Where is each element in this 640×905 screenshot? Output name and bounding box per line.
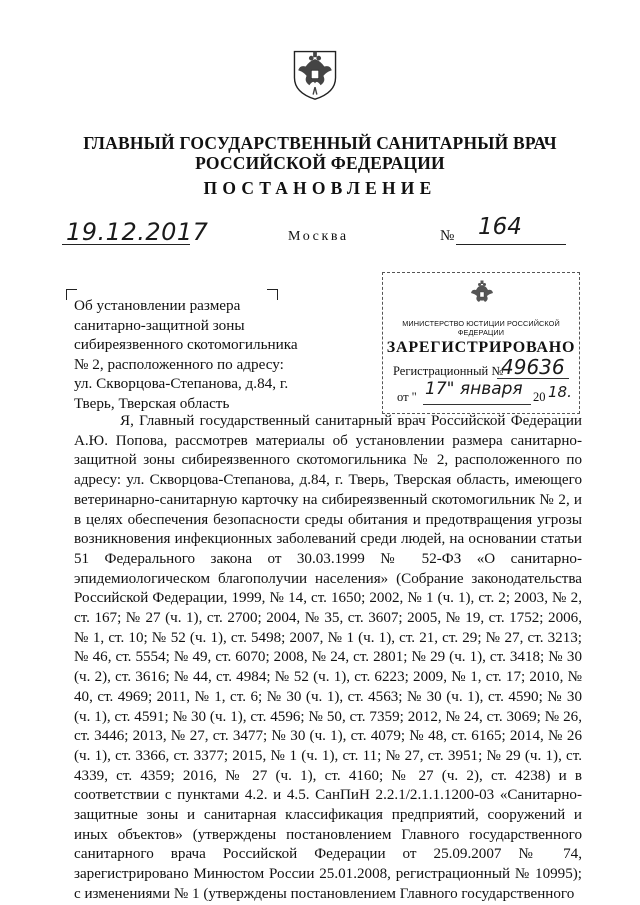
stamp-date-underline	[423, 404, 531, 405]
document-type-title: ПОСТАНОВЛЕНИЕ	[203, 178, 437, 198]
city-label: Москва	[288, 229, 349, 244]
stamp-year-handwritten: 18.	[548, 383, 572, 401]
stamp-ministry-label: МИНИСТЕРСТВО ЮСТИЦИИ РОССИЙСКОЙ ФЕДЕРАЦИИ	[402, 319, 560, 337]
registration-stamp	[382, 272, 580, 414]
number-underline	[456, 244, 566, 245]
stamp-date-handwritten: 17" января	[425, 379, 523, 399]
issuing-authority-line2: РОССИЙСКОЙ ФЕДЕРАЦИИ	[195, 153, 445, 173]
stamp-registered-label: ЗАРЕГИСТРИРОВАНО	[386, 339, 576, 356]
stamp-reg-number-label: Регистрационный №	[393, 364, 504, 378]
issuing-authority-line1: ГЛАВНЫЙ ГОСУДАРСТВЕННЫЙ САНИТАРНЫЙ ВРАЧ	[83, 133, 557, 153]
stamp-date-prefix: от "	[397, 390, 417, 404]
number-sign: №	[440, 228, 455, 244]
russian-coat-of-arms-icon	[286, 46, 344, 102]
subject-title: Об установлении размера санитарно-защитной зоны сибиреязвенного скотомогильника № 2, расположенного по адресу: ул. Скворцова-Степанова, д.84, г. Тверь, Тверская область	[74, 297, 298, 412]
stamp-emblem-icon	[467, 279, 497, 309]
date-underline	[62, 244, 190, 245]
handwritten-number: 164	[478, 214, 522, 240]
handwritten-date: 19.12.2017	[66, 218, 209, 246]
stamp-year-prefix: 20	[533, 390, 546, 404]
stamp-reg-number: 49636	[501, 355, 565, 379]
body-paragraph: Я, Главный государственный санитарный врач Российской Федерации А.Ю. Попова, рассмотрев материалы об установлении размера санитарно-защитной зоны сибиреязвенного скотомогильника № 2, расположенного по адресу: ул. Скворцова-Степанова, д.84, г. Тверь, Тверская область, имеющего ветеринарно-санитарную карточку на сибиреязвенный скотомогильник № 2, и в целях обеспечения безопасности среды обитания и предотвращения угрозы возникновения инфекционных заболеваний среди людей, на основании статьи 51 Федерального закона от 30.03.1999 № 52-ФЗ «О санитарно-эпидемиологическом благополучии населения» (Собрание законодательства Российской Федерации, 1999, № 14, ст. 1650; 2002, № 1 (ч. 1), ст. 2; 2003, № 2, ст. 167; № 27 (ч. 1), ст. 2700; 2004, № 35, ст. 3607; 2005, № 19, ст. 1752; 2006, № 1, ст. 10; № 52 (ч. 1), ст. 5498; 2007, № 1 (ч. 1), ст. 21, ст. 29; № 27, ст. 3213; № 46, ст. 5554; № 49, ст. 6070; 2008, № 24, ст. 2801; № 29 (ч. 1), ст. 3418; № 30 (ч. 2), ст. 3616; № 44, ст. 4984; № 52 (ч. 1), ст. 6223; 2009, № 1, ст. 17; 2010, № 40, ст. 4969; 2011, № 1, ст. 6; № 30 (ч. 1), ст. 4563; № 30 (ч. 1), ст. 4590; № 30 (ч. 1), ст. 4591; № 30 (ч. 1), ст. 4596; № 50, ст. 7359; 2012, № 24, ст. 3069; № 26, ст. 3446; 2013, № 27, ст. 3477; № 30 (ч. 1), ст. 4079; № 48, ст. 6165; 2014, № 26 (ч. 1), ст. 3366, ст. 3377; 2015, № 1 (ч. 1), ст. 11; № 27, ст. 3951; № 29 (ч. 1), ст. 4339, ст. 4359; 2016, № 27 (ч. 1), ст. 4160; № 27 (ч. 2), ст. 4238) и в соответствии с пунктами 4.2. и 4.5. СанПиН 2.2.1/2.1.1.1200-03 «Санитарно-защитные зоны и санитарная классификация предприятий, сооружений и иных объектов» (утверждены постановлением Главного государственного санитарного врача Российской Федерации от 25.09.2007 № 74, зарегистрировано Минюстом России 25.01.2008, регистрационный № 10995); с изменениями № 1 (утверждены постановлением Главного государственного	[74, 413, 582, 902]
